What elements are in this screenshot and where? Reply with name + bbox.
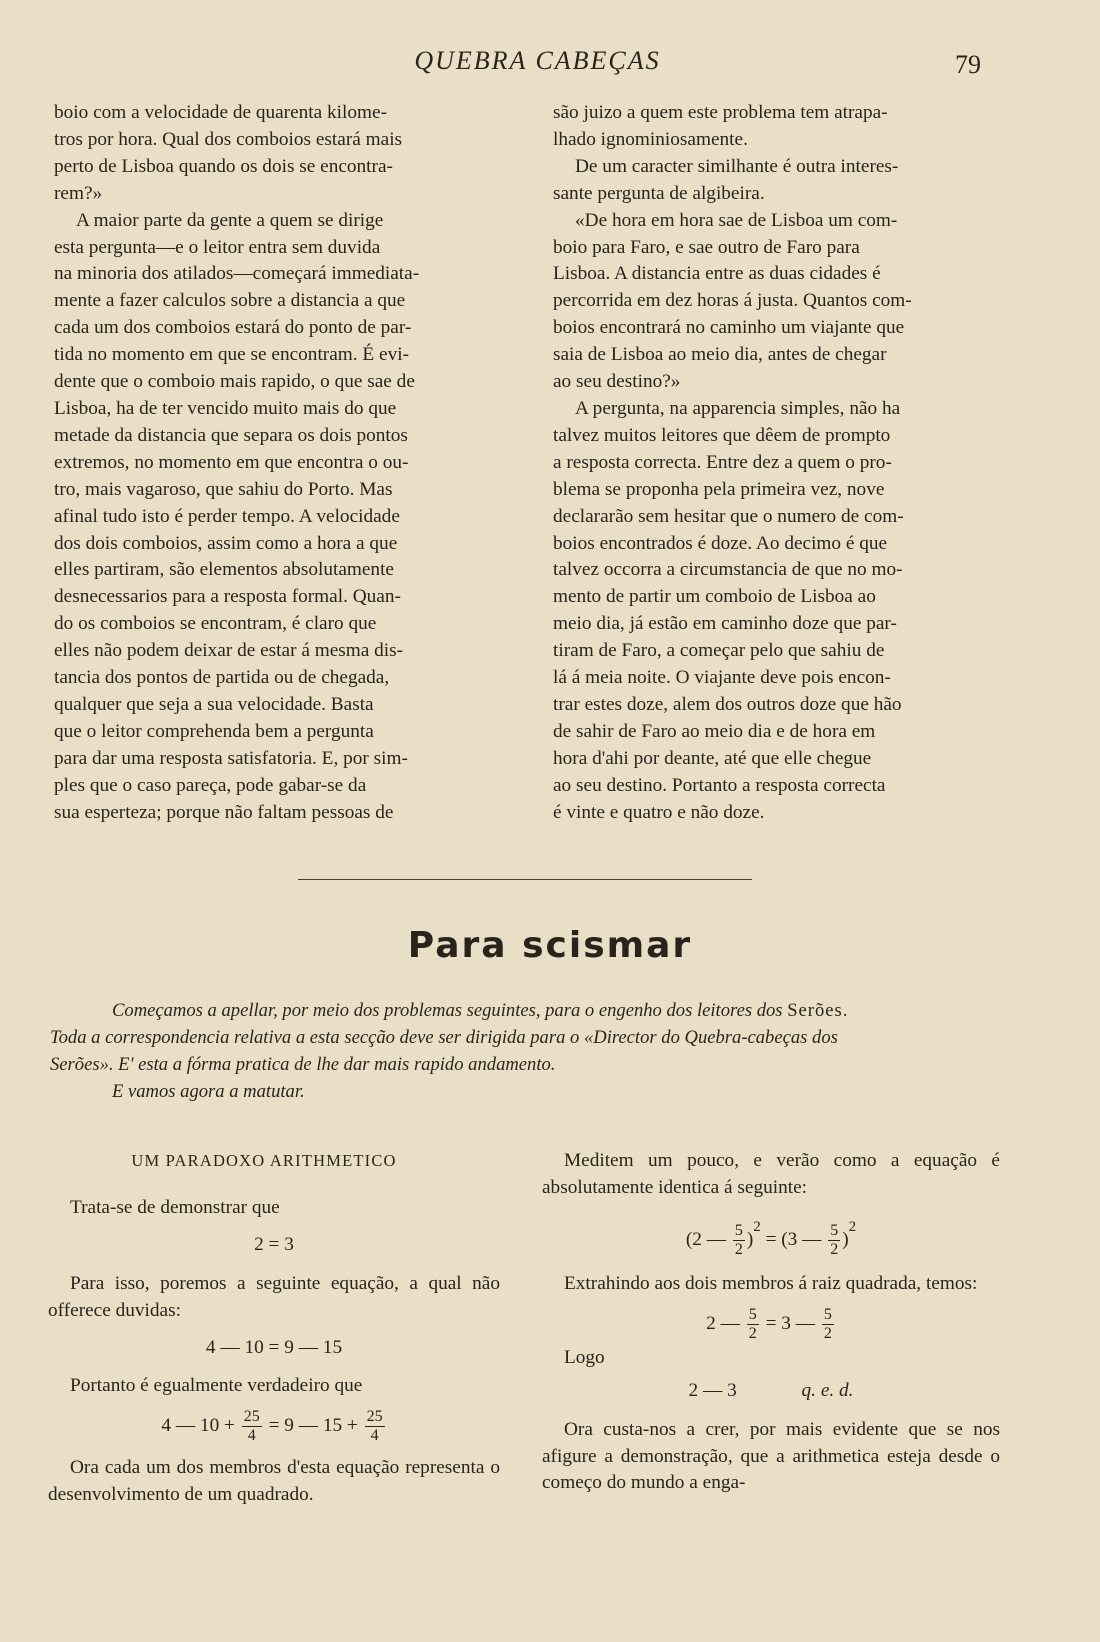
text-line: A maior parte da gente a quem se dirige (76, 209, 384, 231)
text-line: boio com a velocidade de quarenta kilome- (54, 102, 388, 123)
text-line: meio dia, já estão em caminho doze que par- (553, 613, 897, 635)
section-title: Para scismar (407, 925, 693, 966)
text-line: De um caracter similhante é outra interes- (575, 155, 899, 177)
text-line: elles partiram, são elementos absolutamente (54, 559, 394, 581)
text-line: lá á meia noite. O viajante deve pois encon- (553, 667, 891, 689)
denominator: 2 (748, 1324, 757, 1342)
text-line: talvez occorra a circumstancia de que no mo- (553, 559, 903, 581)
equation-part: = 9 — 15 + (268, 1415, 358, 1437)
numerator: 5 (823, 1305, 832, 1323)
fraction (747, 1306, 759, 1343)
text-line: metade da distancia que separa os dois pontos (54, 424, 408, 446)
intro-line: E vamos agora a matutar. (112, 1081, 305, 1102)
text-line: hora d'ahi por deante, até que elle chegue (553, 747, 872, 769)
equation-part: (2 — (685, 1228, 726, 1250)
text-line: lhado ignominiosamente. (553, 128, 748, 150)
text-line: desnecessarios para a resposta formal. Quan- (54, 586, 401, 608)
paragraph: Trata-se de demonstrar que (70, 1196, 280, 1218)
text-line: dos dois comboios, assim como a hora a que (54, 532, 398, 554)
fraction (828, 1222, 840, 1259)
text-line: esta pergunta—e o leitor entra sem duvida (54, 236, 381, 258)
text-line: elles não podem deixar de estar á mesma dis- (54, 640, 404, 662)
fraction (365, 1408, 385, 1445)
equation (542, 1378, 1000, 1405)
text-line: sante pergunta de algibeira. (553, 182, 765, 204)
text-line: para dar uma resposta satisfatoria. E, por sim- (54, 747, 408, 769)
magazine-name: Serões. (787, 1000, 849, 1021)
equation (542, 1306, 1000, 1343)
text-line: é vinte e quatro e não doze. (553, 801, 765, 823)
text-line: do os comboios se encontram, é claro que (54, 613, 377, 635)
running-head (0, 44, 1100, 80)
equation-part: ) (842, 1228, 849, 1250)
numerator: 5 (734, 1221, 743, 1239)
equation-part: = 3 — (765, 1312, 815, 1334)
intro-line: Toda a correspondencia relativa a esta secção deve ser dirigida para o «Director do Quebra-cabeças dos (50, 1027, 838, 1048)
text-line: ples que o caso pareça, pode gabar-se da (54, 774, 367, 796)
text-line: tida no momento em que se encontram. É evi- (54, 344, 409, 366)
fraction (242, 1408, 262, 1445)
numerator: 25 (366, 1408, 383, 1426)
right-column-text (553, 100, 1005, 826)
text-line: boios encontrados é doze. Ao decimo é que (553, 532, 888, 554)
paragraph: Portanto é egualmente verdadeiro que (70, 1375, 363, 1397)
paragraph: Ora cada um dos membros d'esta equação representa o desenvolvimento de um quadrado. (48, 1457, 500, 1506)
equation-part: 2 — (706, 1312, 740, 1334)
text-line: A pergunta, na apparencia simples, não ha (575, 397, 901, 419)
problem-heading: UM PARADOXO ARITHMETICO (131, 1151, 397, 1170)
page-number: 79 (955, 50, 981, 79)
text-line: sua esperteza; porque não faltam pessoas de (54, 801, 394, 823)
text-line: trar estes doze, alem dos outros doze que hão (553, 693, 902, 715)
text-line: ao seu destino. Portanto a resposta correcta (553, 774, 886, 796)
text-line: tancia dos pontos de partida ou de chegada, (54, 667, 390, 689)
intro-line: Serões». E' esta a fórma pratica de lhe dar mais rapido andamento. (50, 1054, 556, 1075)
text-line: de sahir de Faro ao meio dia e de hora em (553, 720, 876, 742)
paragraph: Logo (564, 1346, 605, 1368)
text-line: mente a fazer calculos sobre a distancia a que (54, 290, 406, 312)
intro-text: Começamos a apellar, por meio dos problemas seguintes, para o engenho dos leitores dos (112, 1000, 788, 1021)
text-line: são juizo a quem este problema tem atrapa- (553, 102, 888, 123)
text-line: afinal tudo isto é perder tempo. A velocidade (54, 505, 400, 527)
text-line: na minoria dos atilados—começará immediata- (54, 263, 420, 285)
text-line: boios encontrará no caminho um viajante que (553, 317, 905, 339)
denominator: 4 (370, 1427, 379, 1445)
equation-part: 4 — 10 + (161, 1415, 235, 1437)
text-line: mento de partir um comboio de Lisboa ao (553, 586, 876, 608)
text-line: talvez muitos leitores que dêem de prompto (553, 424, 891, 446)
numerator: 25 (243, 1408, 260, 1426)
qed-mark: q. e. d. (801, 1379, 854, 1401)
left-column-text (54, 100, 508, 826)
text-line: blema se proponha pela primeira vez, nove (553, 478, 885, 500)
section-divider (298, 879, 752, 880)
denominator: 2 (734, 1240, 743, 1258)
text-line: ao seu destino?» (553, 371, 681, 393)
exponent: 2 (848, 1218, 857, 1235)
fraction (822, 1306, 834, 1343)
exponent: 2 (753, 1218, 761, 1235)
text-line: tiram de Faro, a começar pelo que sahiu de (553, 640, 885, 662)
problem-left-column (48, 1148, 500, 1509)
text-line: tro, mais vagaroso, que sahiu do Porto. Mas (54, 478, 393, 500)
running-title: QUEBRA CABEÇAS (414, 46, 661, 75)
numerator: 5 (748, 1305, 757, 1323)
text-line: declararão sem hesitar que o numero de com- (553, 505, 904, 527)
text-line: «De hora em hora sae de Lisboa um com- (575, 209, 898, 231)
paragraph: Para isso, poremos a seguinte equação, a qual não offerece duvidas: (48, 1272, 500, 1321)
equation-part: = (3 — (765, 1228, 822, 1250)
text-line: a resposta correcta. Entre dez a quem o pro- (553, 451, 892, 473)
text-line: dente que o comboio mais rapido, o que sae de (54, 371, 415, 393)
denominator: 2 (823, 1324, 832, 1342)
equation-part: 2 — 3 (688, 1379, 737, 1401)
equation: 4 — 10 = 9 — 15 (205, 1336, 343, 1358)
text-line: saia de Lisboa ao meio dia, antes de chegar (553, 344, 887, 366)
text-line: que o leitor comprehenda bem a pergunta (54, 720, 374, 742)
denominator: 2 (830, 1240, 839, 1258)
equation-part: ) (746, 1228, 754, 1250)
text-line: percorrida em dez horas á justa. Quantos com- (553, 290, 912, 312)
text-line: cada um dos comboios estará do ponto de par- (54, 317, 412, 339)
fraction (733, 1222, 745, 1259)
text-line: extremos, no momento em que encontra o ou- (54, 451, 409, 473)
text-line: Lisboa, ha de ter vencido muito mais do que (54, 397, 397, 419)
text-line: boio para Faro, e sae outro de Faro para (553, 236, 860, 258)
intro-line (50, 997, 1003, 1024)
paragraph: Extrahindo aos dois membros á raiz quadrada, temos: (564, 1272, 978, 1294)
numerator: 5 (830, 1221, 839, 1239)
equation: 2 = 3 (254, 1233, 294, 1255)
text-line: rem?» (54, 182, 103, 204)
text-line: Lisboa. A distancia entre as duas cidades é (553, 263, 881, 285)
section-intro (50, 997, 1003, 1105)
text-line: perto de Lisboa quando os dois se encontra- (54, 155, 393, 177)
denominator: 4 (247, 1427, 256, 1445)
paragraph: Ora custa-nos a crer, por mais evidente que se nos afigure a demonstração, que a arithmetica esteja desde o começo do mundo a enga- (542, 1418, 1000, 1494)
problem-right-column (542, 1148, 1000, 1497)
paragraph: Meditem um pouco, e verão como a equação é absolutamente identica á seguinte: (542, 1150, 1000, 1198)
equation (542, 1214, 1000, 1259)
text-line: qualquer que seja a sua velocidade. Basta (54, 693, 374, 715)
text-line: tros por hora. Qual dos comboios estará mais (54, 128, 403, 150)
equation (48, 1408, 500, 1445)
